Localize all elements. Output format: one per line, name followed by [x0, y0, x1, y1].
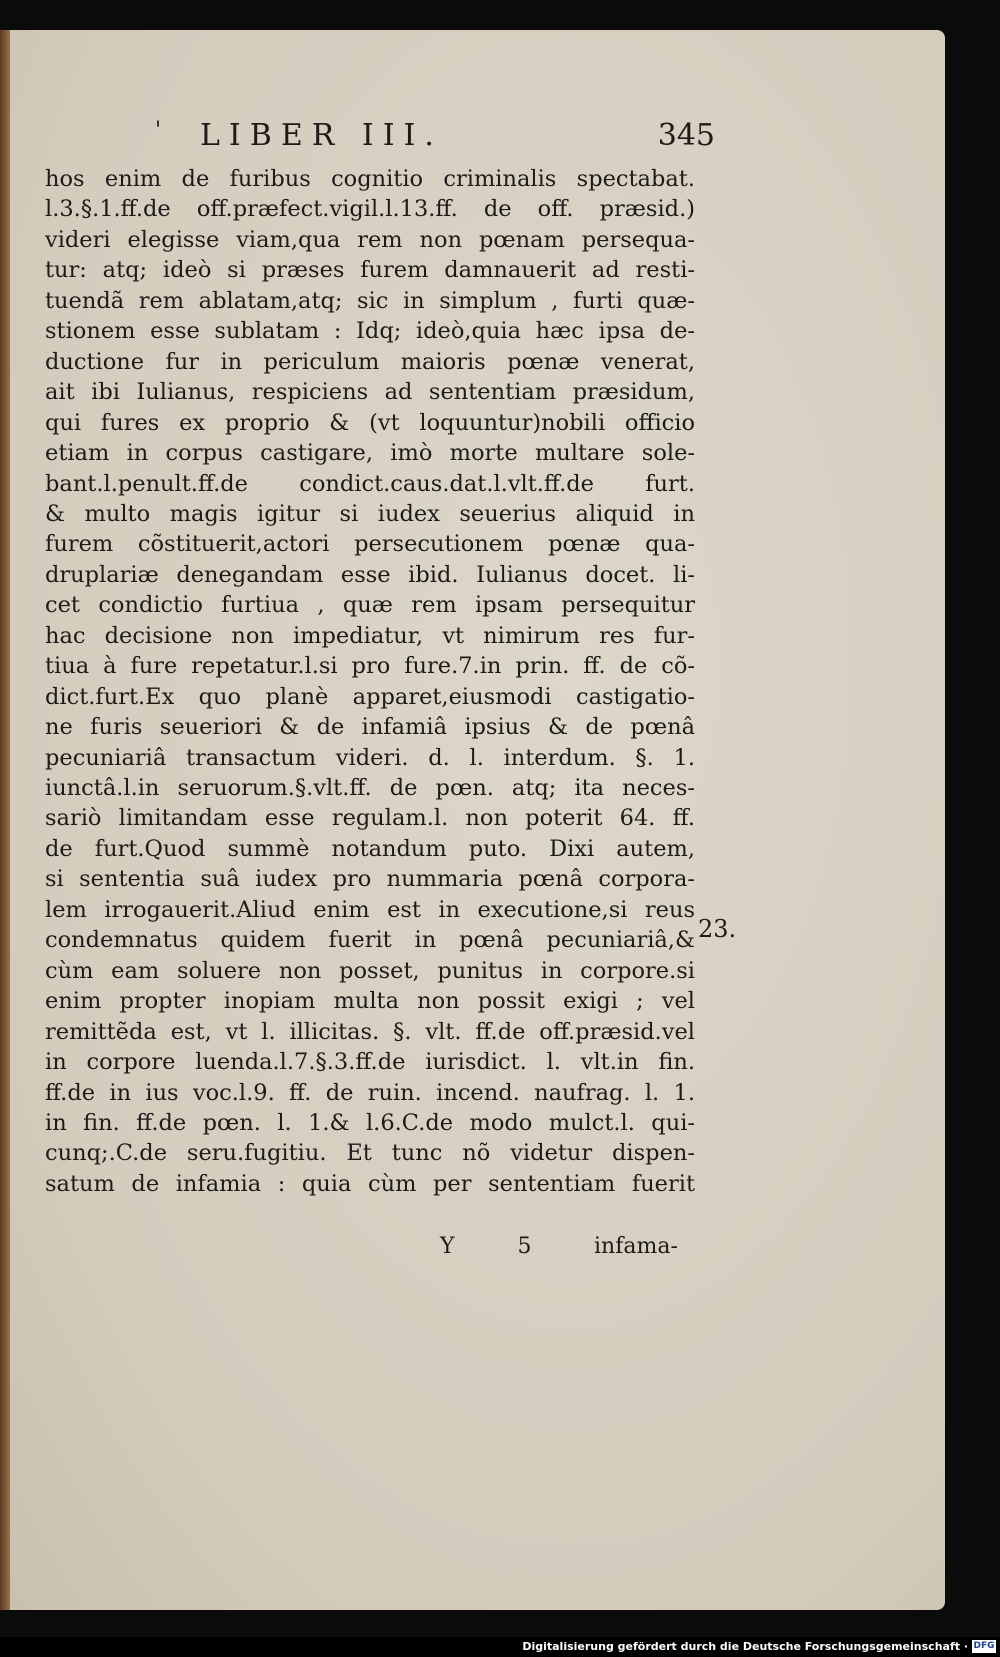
- text-line: satum de infamia : quia cùm per sententiam fuerit: [45, 1170, 695, 1197]
- digitization-footer: [0, 1637, 1000, 1657]
- text-line: tur: atq; ideò si præses furem damnauerit ad resti-: [45, 257, 695, 284]
- text-line: iunctâ.l.in seruorum.§.vlt.ff. de pœn. atq; ita neces-: [45, 775, 695, 801]
- text-line: dict.furt.Ex quo planè apparet,eiusmodi castigatio-: [45, 683, 695, 710]
- marginal-note: 23.: [698, 915, 737, 943]
- running-head-title: LIBER III.: [200, 118, 443, 153]
- page-number: 345: [657, 118, 715, 153]
- running-head: [155, 118, 715, 158]
- text-line: enim propter inopiam multa non possit exigi ; vel: [45, 988, 695, 1015]
- text-line: hos enim de furibus cognitio criminalis spectabat.: [45, 166, 695, 192]
- text-line: etiam in corpus castigare, imò morte multare sole-: [45, 440, 695, 467]
- text-line: videri elegisse viam,qua rem non pœnam persequa-: [45, 226, 695, 253]
- text-line: stionem esse sublatam : Idq; ideò,quia hæc ipsa de-: [45, 318, 695, 345]
- text-line: furem cõstituerit,actori persecutionem pœnæ qua-: [45, 531, 695, 558]
- catchword: infama-: [594, 1234, 678, 1259]
- text-line: & multo magis igitur si iudex seuerius aliquid in: [45, 500, 695, 527]
- text-line: hac decisione non impediatur, vt nimirum res fur-: [45, 622, 695, 649]
- running-head-mark: ': [155, 118, 162, 143]
- signature-mark: Y 5: [440, 1234, 560, 1259]
- text-line: in corpore luenda.l.7.§.3.ff.de iurisdict. l. vlt.in fin.: [45, 1049, 695, 1076]
- text-line: cunq;.C.de seru.fugitiu. Et tunc nõ videtur dispen-: [45, 1140, 695, 1167]
- text-line: pecuniariâ transactum videri. d. l. interdum. §. 1.: [45, 744, 695, 771]
- text-line: cùm eam soluere non posset, punitus in corpore.si: [45, 957, 695, 984]
- text-line: remittẽda est, vt l. illicitas. §. vlt. ff.de off.præsid.vel: [45, 1018, 695, 1045]
- text-line: ff.de in ius voc.l.9. ff. de ruin. incend. naufrag. l. 1.: [45, 1079, 695, 1106]
- text-line: si sententia suâ iudex pro nummaria pœnâ corpora-: [45, 866, 695, 893]
- text-line: ait ibi Iulianus, respiciens ad sententiam præsidum,: [45, 379, 695, 406]
- dfg-logo: DFG: [973, 1641, 995, 1651]
- text-line: l.3.§.1.ff.de off.præfect.vigil.l.13.ff. de off. præsid.): [45, 196, 695, 223]
- text-line: de furt.Quod summè notandum puto. Dixi autem,: [45, 835, 695, 862]
- text-line: ne furis seueriori & de infamiâ ipsius & de pœnâ: [45, 714, 695, 741]
- text-line: cet condictio furtiua , quæ rem ipsam persequitur: [45, 592, 695, 619]
- text-line: in fin. ff.de pœn. l. 1.& l.6.C.de modo mulct.l. qui-: [45, 1109, 695, 1136]
- text-line: lem irrogauerit.Aliud enim est in executione,si reus: [45, 896, 695, 923]
- footer-credit: Digitalisierung gefördert durch die Deutsche Forschungsgemeinschaft ·: [522, 1640, 968, 1653]
- text-line: tuendã rem ablatam,atq; sic in simplum , furti quæ-: [45, 287, 695, 314]
- text-line: sariò limitandam esse regulam.l. non poterit 64. ff.: [45, 805, 695, 832]
- text-line: ductione fur in periculum maioris pœnæ venerat,: [45, 348, 695, 375]
- text-line: bant.l.penult.ff.de condict.caus.dat.l.vlt.ff.de furt.: [45, 470, 695, 497]
- text-line: tiua à fure repetatur.l.si pro fure.7.in prin. ff. de cõ-: [45, 653, 695, 680]
- text-line: druplariæ denegandam esse ibid. Iulianus docet. li-: [45, 561, 695, 588]
- text-line: qui fures ex proprio & (vt loquuntur)nobili officio: [45, 409, 695, 436]
- text-line: condemnatus quidem fuerit in pœnâ pecuniariâ,&: [45, 927, 695, 954]
